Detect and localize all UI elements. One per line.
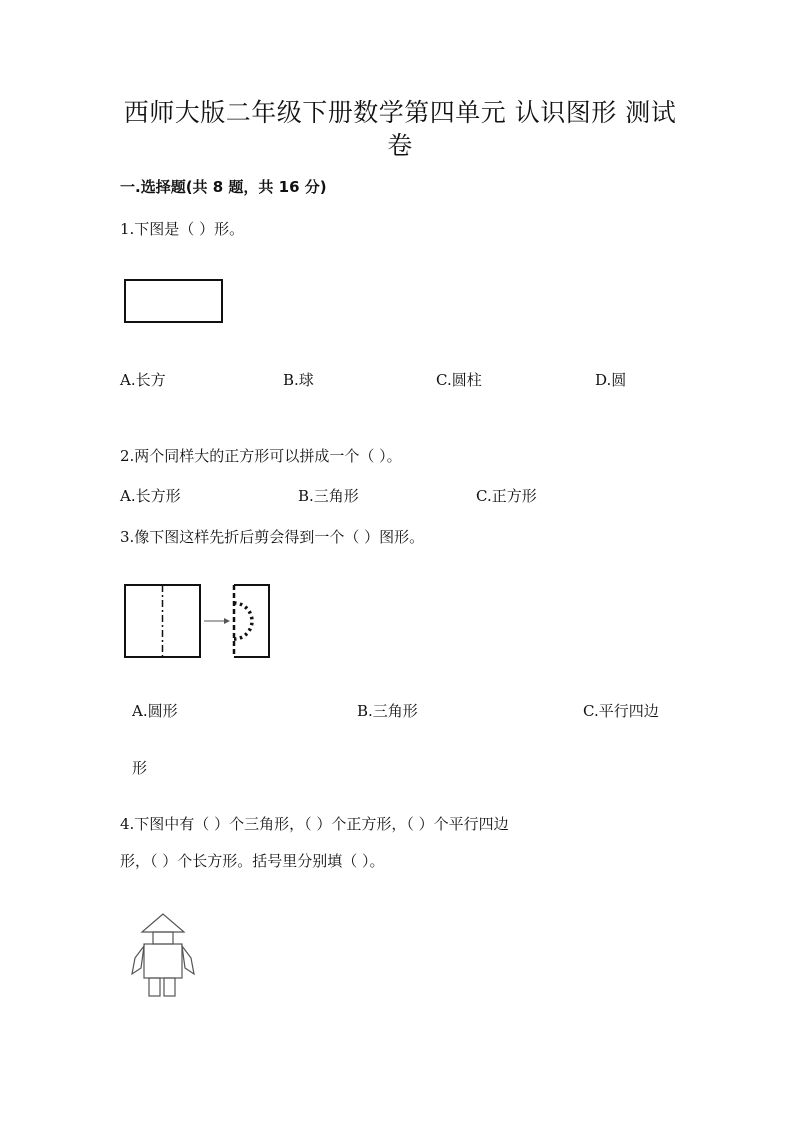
page-title-line-2: 卷 <box>387 131 413 160</box>
question-4-stem-line-2: 形，（ ）个长方形。括号里分别填（ ）。 <box>120 852 385 870</box>
page-title-line-1: 西师大版二年级下册数学第四单元 认识图形 测试 <box>123 98 677 127</box>
question-3-option-c-wrap: 形 <box>132 759 148 777</box>
question-2-option-b[interactable]: B.三角形 <box>298 487 359 505</box>
question-3-option-a[interactable]: A.圆形 <box>132 702 178 720</box>
question-2-option-c[interactable]: C.正方形 <box>476 487 537 505</box>
fold-cut-figure <box>124 583 274 659</box>
question-1-option-a[interactable]: A.长方 <box>120 371 166 389</box>
question-2-option-a[interactable]: A.长方形 <box>120 487 181 505</box>
section-heading: 一.选择题(共 8 题，共 16 分) <box>120 178 327 196</box>
question-3-option-c[interactable]: C.平行四边 <box>583 702 659 720</box>
rectangle-figure <box>124 279 224 325</box>
question-1-stem: 1.下图是（ ）形。 <box>120 220 245 238</box>
question-2-stem: 2.两个同样大的正方形可以拼成一个（ ）。 <box>120 447 402 465</box>
robot-shapes-figure <box>126 910 202 1000</box>
question-3-stem: 3.像下图这样先折后剪会得到一个（ ）图形。 <box>120 528 425 546</box>
question-3-option-b[interactable]: B.三角形 <box>357 702 418 720</box>
question-4-stem-line-1: 4.下图中有（ ）个三角形，（ ）个正方形，（ ）个平行四边 <box>120 815 509 833</box>
question-1-option-d[interactable]: D.圆 <box>595 371 627 389</box>
question-1-option-c[interactable]: C.圆柱 <box>436 371 482 389</box>
question-1-option-b[interactable]: B.球 <box>283 371 314 389</box>
